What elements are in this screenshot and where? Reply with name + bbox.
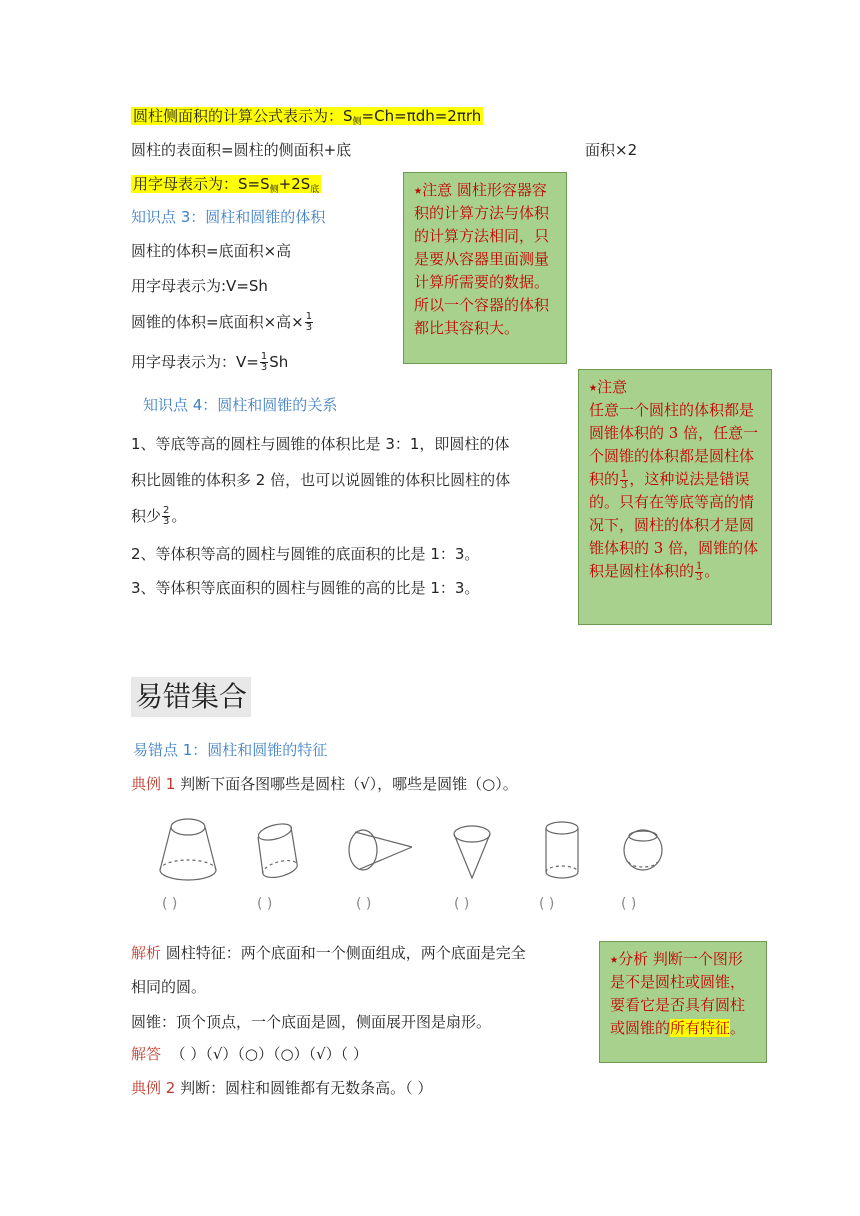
- kp3-line4: 用字母表示为：V= $\frac{1}{3}$ Sh: [131, 351, 289, 373]
- lateral-area-formula: 圆柱侧面积的计算公式表示为：$S_侧=Ch=\pi dh=2\pi rh$: [133, 107, 482, 127]
- lying-cone-shape: [349, 830, 412, 870]
- note-title: ⭑注意: [589, 378, 628, 396]
- fraction-one-third: $\frac{1}{3}$: [260, 351, 268, 373]
- fraction-one-third: $\frac{1}{3}$: [621, 468, 628, 491]
- highlighted-phrase: 所有特征: [670, 1019, 731, 1037]
- upright-cylinder-shape: [546, 822, 578, 878]
- example1: 典例 1 判断下面各图哪些是圆柱（√），哪些是圆锥（○）。: [131, 775, 518, 793]
- answer-blank-4: ( ): [454, 896, 470, 912]
- surface-area-formula-cont: 面积×2: [585, 141, 638, 159]
- kp3-line2: 用字母表示为:V=Sh: [131, 277, 268, 295]
- note-title: ⭑注意: [414, 181, 453, 199]
- note-box-analysis: ⭑分析 判断一个图形是不是圆柱或圆锥，要看它是否具有圆柱或圆锥的所有特征。: [599, 941, 767, 1063]
- fraction-two-thirds: $\frac{2}{3}$: [163, 505, 170, 527]
- kp4-item1-line3: 积少 $\frac{2}{3}$ 。: [131, 505, 187, 527]
- fraction-one-third: $\frac{1}{3}$: [696, 560, 703, 583]
- example-label: 典例 2: [131, 1079, 176, 1097]
- kp4-item1-line2: 积比圆锥的体积多 2 倍，也可以说圆锥的体积比圆柱的体: [131, 471, 511, 489]
- kp3-line3: 圆锥的体积=底面积×高× $\frac{1}{3}$: [131, 311, 313, 333]
- note-text: 圆柱形容器容积的计算方法与体积的计算方法相同，只是要从容器里面测量计算所需要的数据。所以一个容器的体积都比其容积大。: [414, 181, 550, 337]
- kp3-heading: 知识点 3：圆柱和圆锥的体积: [131, 208, 326, 226]
- note-box-relation: ⭑注意 任意一个圆柱的体积都是圆锥体积的 3 倍，任意一个圆锥的体积都是圆柱体积的 $\frac{1}{3}$ ，这种说法是错误的。只有在等底等高的情况下，圆柱的体积才是圆锥体积的 3 倍，圆锥的体积是圆柱体积的 $\frac{1}{3}$ 。: [578, 369, 772, 625]
- shapes-illustration: [150, 812, 680, 892]
- frustum-shape: [160, 819, 216, 880]
- example-label: 典例 1: [131, 775, 176, 793]
- analysis-line2: 相同的圆。: [131, 978, 207, 996]
- tilted-cylinder-shape: [257, 821, 297, 878]
- note-title: ⭑分析: [610, 950, 649, 968]
- sphere-shape: [624, 830, 662, 870]
- kp4-item3: 3、等体积等底面积的圆柱与圆锥的高的比是 1：3。: [131, 579, 480, 597]
- answer-blank-1: ( ): [162, 896, 178, 912]
- kp3-line1: 圆柱的体积=底面积×高: [131, 242, 292, 260]
- section-title: 易错集合: [131, 677, 251, 717]
- answer-label: 解答: [131, 1045, 162, 1063]
- answer-line: 解答 （ ）（√）（○）（○）（√）（ ）: [131, 1045, 368, 1063]
- answer-blank-3: ( ): [356, 896, 372, 912]
- note-box-volume: [403, 172, 567, 364]
- kp4-item2: 2、等体积等高的圆柱与圆锥的底面积的比是 1：3。: [131, 545, 480, 563]
- example2: 典例 2 判断：圆柱和圆锥都有无数条高。（ ）: [131, 1079, 433, 1097]
- answer-blank-5: ( ): [539, 896, 555, 912]
- surface-area-letters: 用字母表示为：$S=S_侧+2S_底$: [133, 175, 320, 195]
- fraction-one-third: $\frac{1}{3}$: [305, 311, 313, 333]
- err1-heading: 易错点 1：圆柱和圆锥的特征: [133, 741, 328, 759]
- surface-area-formula: 圆柱的表面积=圆柱的侧面积+底: [131, 141, 352, 159]
- answer-blank-6: ( ): [621, 896, 637, 912]
- inverted-cone-shape: [454, 826, 490, 878]
- analysis-line3: 圆锥：顶个顶点，一个底面是圆，侧面展开图是扇形。: [131, 1013, 492, 1031]
- analysis-label: 解析: [131, 944, 162, 962]
- analysis-line1: 解析 圆柱特征：两个底面和一个侧面组成，两个底面是完全: [131, 944, 526, 962]
- kp4-heading: 知识点 4：圆柱和圆锥的关系: [143, 396, 338, 414]
- answer-blank-2: ( ): [257, 896, 273, 912]
- kp4-item1-line1: 1、等底等高的圆柱与圆锥的体积比是 3：1，即圆柱的体: [131, 435, 510, 453]
